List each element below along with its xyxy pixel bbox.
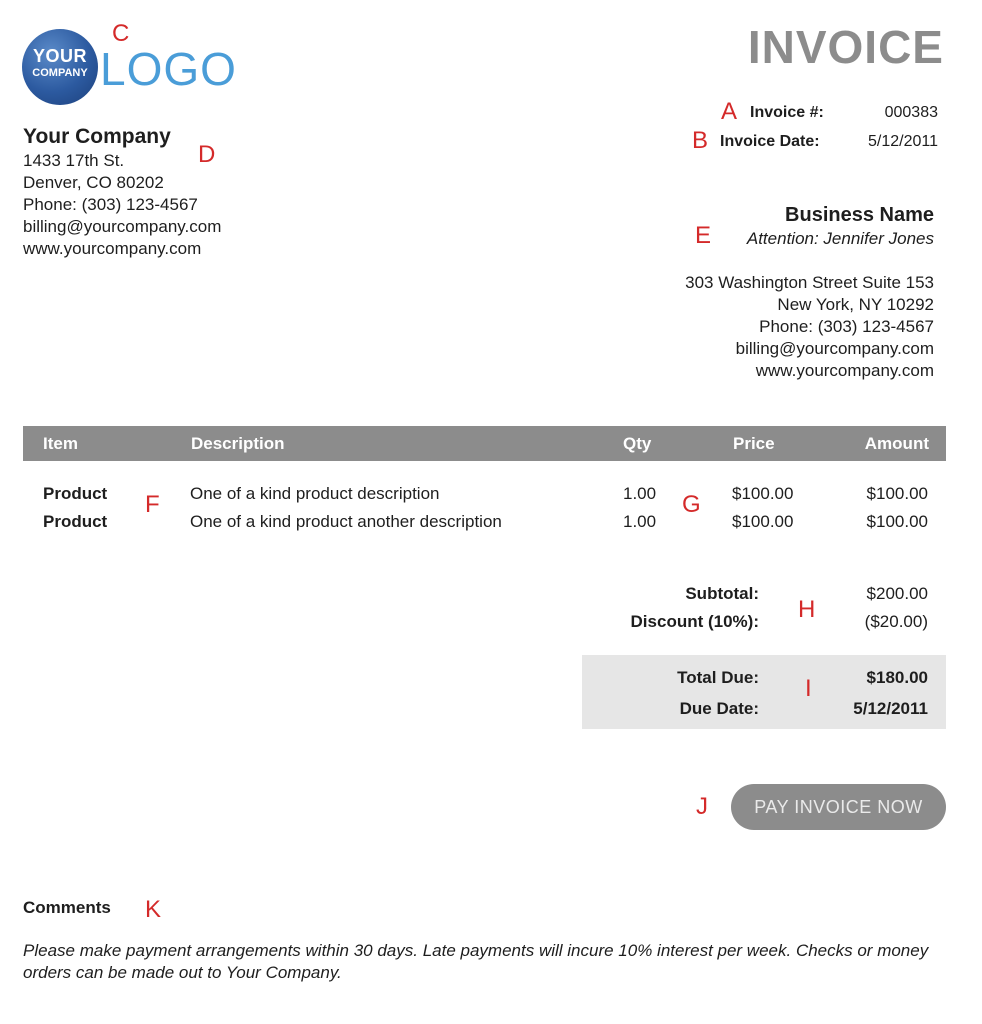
marker-k: K	[145, 896, 162, 923]
column-header-description: Description	[191, 434, 285, 453]
row-amount: $100.00	[866, 512, 928, 531]
line-items-table-header	[23, 426, 946, 461]
subtotal-value: $200.00	[866, 584, 928, 603]
row-item: Product	[43, 512, 108, 531]
column-header-amount: Amount	[864, 434, 929, 453]
row-description: One of a kind product another description	[190, 512, 502, 531]
discount-value: ($20.00)	[864, 612, 928, 631]
bill-to-email: billing@yourcompany.com	[735, 339, 934, 358]
logo-wordmark: LOGO	[100, 43, 237, 95]
marker-g: G	[682, 491, 701, 518]
company-website: www.yourcompany.com	[23, 239, 202, 258]
marker-j: J	[696, 793, 708, 820]
column-header-item: Item	[43, 434, 78, 453]
bill-to-attention: Attention: Jennifer Jones	[746, 229, 934, 248]
marker-d: D	[198, 141, 216, 168]
row-qty: 1.00	[623, 484, 657, 503]
marker-c: C	[112, 20, 130, 47]
marker-h: H	[798, 596, 816, 623]
company-city-line: Denver, CO 80202	[23, 173, 164, 192]
comments-text: Please make payment arrangements within 30 days. Late payments will incure 10% interest per week. Checks or money orders can be made out to Your Company.	[23, 941, 929, 982]
marker-i: I	[805, 675, 812, 702]
marker-f: F	[145, 491, 160, 518]
company-phone: Phone: (303) 123-4567	[23, 195, 198, 214]
total-due-label: Total Due:	[677, 668, 759, 687]
company-email: billing@yourcompany.com	[23, 217, 222, 236]
marker-a: A	[721, 98, 738, 125]
comments-title: Comments	[23, 898, 111, 917]
invoice-number-value: 000383	[884, 104, 938, 121]
bill-to-website: www.yourcompany.com	[755, 361, 934, 380]
company-logo-circle	[22, 29, 98, 105]
marker-b: B	[692, 127, 709, 154]
discount-label: Discount (10%):	[630, 612, 759, 631]
bill-to-address-line: 303 Washington Street Suite 153	[685, 273, 934, 292]
invoice-date-value: 5/12/2011	[868, 133, 938, 150]
bill-to-phone: Phone: (303) 123-4567	[759, 317, 934, 336]
column-header-qty: Qty	[623, 434, 652, 453]
due-date-value: 5/12/2011	[853, 699, 928, 718]
row-item: Product	[43, 484, 108, 503]
bill-to-name: Business Name	[785, 204, 934, 226]
pay-invoice-now-button[interactable]: PAY INVOICE NOW	[731, 784, 946, 830]
row-amount: $100.00	[866, 484, 928, 503]
total-due-value: $180.00	[866, 668, 928, 687]
column-header-price: Price	[733, 434, 775, 453]
row-price: $100.00	[732, 512, 794, 531]
invoice-date-label: Invoice Date:	[720, 133, 820, 150]
company-name: Your Company	[23, 125, 171, 148]
logo-circle-your-text: YOUR	[32, 46, 87, 66]
marker-e: E	[695, 222, 712, 249]
company-address-line: 1433 17th St.	[23, 151, 125, 170]
due-date-label: Due Date:	[679, 699, 759, 718]
subtotal-label: Subtotal:	[685, 584, 759, 603]
invoice-title: INVOICE	[747, 21, 944, 73]
bill-to-city-line: New York, NY 10292	[777, 295, 934, 314]
invoice-number-label: Invoice #:	[750, 104, 824, 121]
row-price: $100.00	[732, 484, 794, 503]
logo-circle-company-text: COMPANY	[32, 67, 88, 79]
row-qty: 1.00	[623, 512, 657, 531]
row-description: One of a kind product description	[190, 484, 440, 503]
